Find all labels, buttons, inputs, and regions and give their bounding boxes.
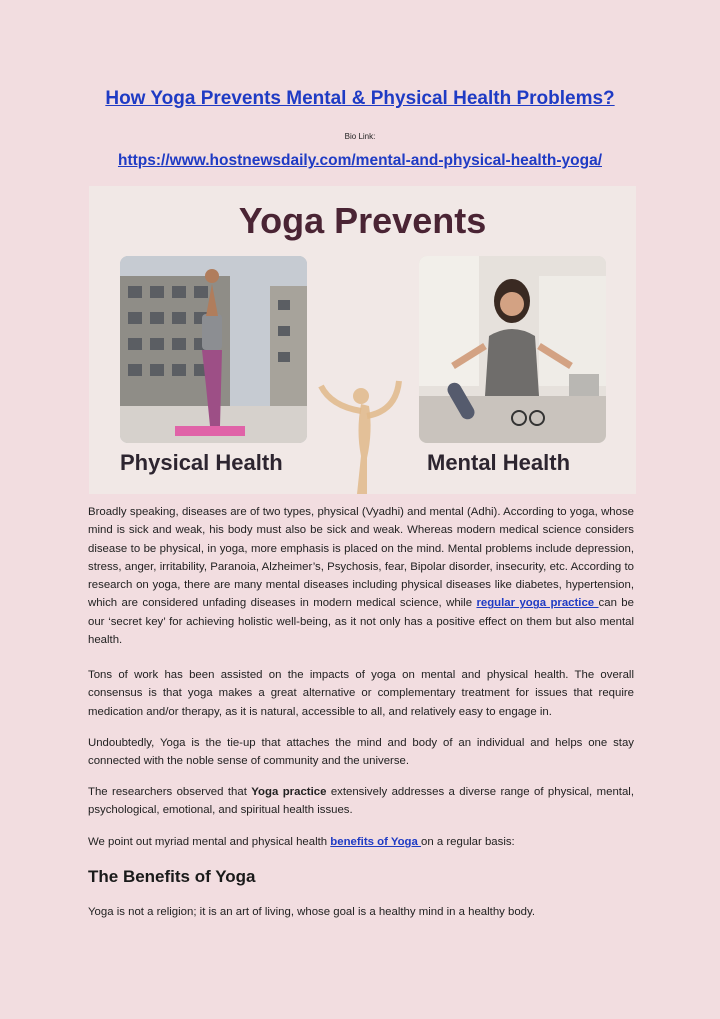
yoga-pose-silhouette-icon <box>311 376 411 494</box>
paragraph-1 <box>88 503 634 649</box>
meditation-illustration <box>419 256 606 443</box>
building-yoga-illustration <box>120 256 307 443</box>
paragraph-5 <box>88 833 634 851</box>
paragraph-1-text: Broadly speaking, diseases are of two types, physical (Vyadhi) and mental (Adhi). According to yoga, whose mind is sick and weak, his body must also be sick and weak. Whereas modern medical science considers disease to be physical, in yoga, more emphasis is placed on the mind. Mental problems include depression, stress, anger, irritability, Paranoia, Alzheimer’s, Psychosis, fear, Bipolar disorder, insecurity, etc. According to research on yoga, there are many mental diseases including physical diseases like diabetes, hypertension, which are considered unfading diseases in modern medical science, while <box>88 506 634 610</box>
page-title[interactable]: How Yoga Prevents Mental & Physical Health Problems? <box>105 88 615 109</box>
paragraph-1-tail: can be our ‘secret key’ for achieving holistic well-being, as it not only has a positive effect on them but also mental health. <box>88 597 634 647</box>
paragraph-2: Tons of work has been assisted on the impacts of yoga on mental and physical health. The overall consensus is that yoga makes a great alternative or complementary treatment for issues that require medication and/or therapy, as it is natural, accessible to all, and relatively easy to engage in. <box>88 669 634 718</box>
section-heading: The Benefits of Yoga <box>88 867 256 886</box>
paragraph-4-text: The researchers observed that <box>88 786 252 798</box>
paragraph-4-tail: extensively addresses a diverse range of physical, mental, psychological, emotional, and spiritual health issues. <box>88 786 634 817</box>
benefits-of-yoga-link[interactable]: benefits of Yoga <box>330 836 422 848</box>
physical-health-label: Physical Health <box>120 450 283 475</box>
bio-link[interactable]: https://www.hostnewsdaily.com/mental-and-physical-health-yoga/ <box>117 152 602 169</box>
mental-health-photo <box>419 256 606 443</box>
regular-yoga-practice-link[interactable]: regular yoga practice <box>476 597 599 610</box>
physical-health-photo <box>120 256 307 443</box>
hero-heading: Yoga Prevents <box>238 200 487 241</box>
paragraph-5-tail: on a regular basis: <box>421 836 515 848</box>
paragraph-4 <box>88 783 634 820</box>
hero-image <box>89 186 636 494</box>
paragraph-5-text: We point out myriad mental and physical health <box>88 836 331 848</box>
paragraph-3: Undoubtedly, Yoga is the tie-up that attaches the mind and body of an individual and helps one stay connected with the noble sense of community and the universe. <box>88 737 634 768</box>
bio-label: Bio Link: <box>344 132 376 141</box>
paragraph-6: Yoga is not a religion; it is an art of living, whose goal is a healthy mind in a healthy body. <box>88 906 536 918</box>
yoga-practice-bold: Yoga practice <box>251 786 327 798</box>
mental-health-label: Mental Health <box>427 450 571 475</box>
